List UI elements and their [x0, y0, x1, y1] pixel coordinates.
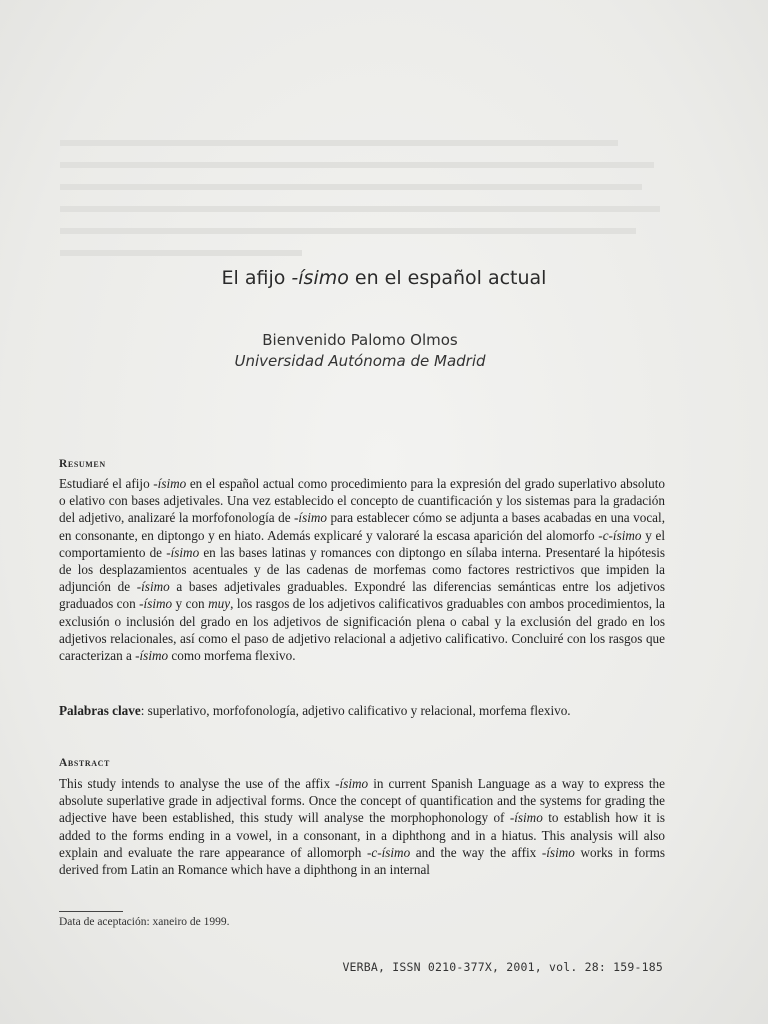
italic-term: muy [208, 596, 231, 612]
title-affix: -ísimo [291, 267, 349, 289]
keywords-text: : superlativo, morfofonología, adjetivo calificativo y relacional, morfema flexivo. [140, 703, 571, 718]
italic-term: -ísimo [139, 596, 173, 612]
author-affiliation: Universidad Autónoma de Madrid [234, 352, 486, 370]
title-before: El afijo [221, 267, 292, 289]
footnote: Data de aceptación: xaneiro de 1999. [59, 916, 230, 928]
resumen-paragraph: Estudiaré el afijo -ísimo en el español actual como procedimiento para la expresión del grado superlativo absoluto o elativo con bases adjetivales. Una vez establecido el concepto de cuantificación y los sistemas para la gradación del adjetivo, analizaré la morfofonología de -ísimo para establecer cómo se adjunta a bases acabadas en una vocal, en consonante, en diptongo y en hiato. Además explicaré y valoraré la escasa aparición del alomorfo -c-ísimo y el comportamiento de -ísimo en las bases latinas y romances con diptongo en sílaba interna. Presentaré la hipótesis de los desplazamientos acentuales y de las cadenas de morfemas como factores restrictivos que impiden la adjunción de -ísimo a bases adjetivales graduables. Expondré las diferencias semánticas entre los adjetivos graduados con -ísimo y con muy, los rasgos de los adjetivos calificativos graduables con ambos procedimientos, la exclusión o inclusión del grado en los adjetivos de significación plena o cabal y la exclusión del grado en los adjetivos relacionales, así como el paso de adjetivo relacional a adjetivo calificativo. Concluiré con los rasgos que caracterizan a -ísimo como morfema flexivo. [59, 476, 666, 664]
italic-term: -ísimo [135, 648, 169, 664]
title-after: en el español actual [348, 267, 547, 289]
abstract-paragraph: This study intends to analyse the use of the affix -ísimo in current Spanish Language as a way to express the absolute superlative grade in adjectival forms. Once the concept of quantification and the systems for grading the adjective have been established, this study will analyse the morphophonology of -ísimo to establish how it is added to the forms ending in a vowel, in a consonant, in a diphthong and in a hiatus. This analysis will also explain and evaluate the rare appearance of allomorph -c-ísimo and the way the affix -ísimo works in forms derived from Latin an Romance which have a diphthong in an internal [59, 776, 666, 878]
italic-term: -ísimo [335, 776, 369, 791]
resumen-heading: Resumen [59, 458, 106, 470]
italic-term: -ísimo [509, 810, 543, 826]
italic-term: -ísimo [153, 476, 187, 491]
italic-term: -ísimo [294, 510, 327, 526]
italic-term: -ísimo [541, 844, 575, 860]
keywords-label: Palabras clave [59, 703, 141, 718]
italic-term: -c-ísimo [366, 844, 411, 860]
author-name: Bienvenido Palomo Olmos [262, 331, 458, 349]
italic-term: -ísimo [136, 579, 170, 595]
italic-term: -ísimo [166, 544, 200, 560]
footnote-rule [59, 911, 123, 912]
paper-title [0, 267, 768, 289]
journal-citation: VERBA, ISSN 0210-377X, 2001, vol. 28: 159-185 [342, 960, 663, 974]
abstract-heading: Abstract [59, 757, 110, 769]
keywords-line [59, 703, 665, 719]
italic-term: -c-ísimo [598, 527, 642, 543]
